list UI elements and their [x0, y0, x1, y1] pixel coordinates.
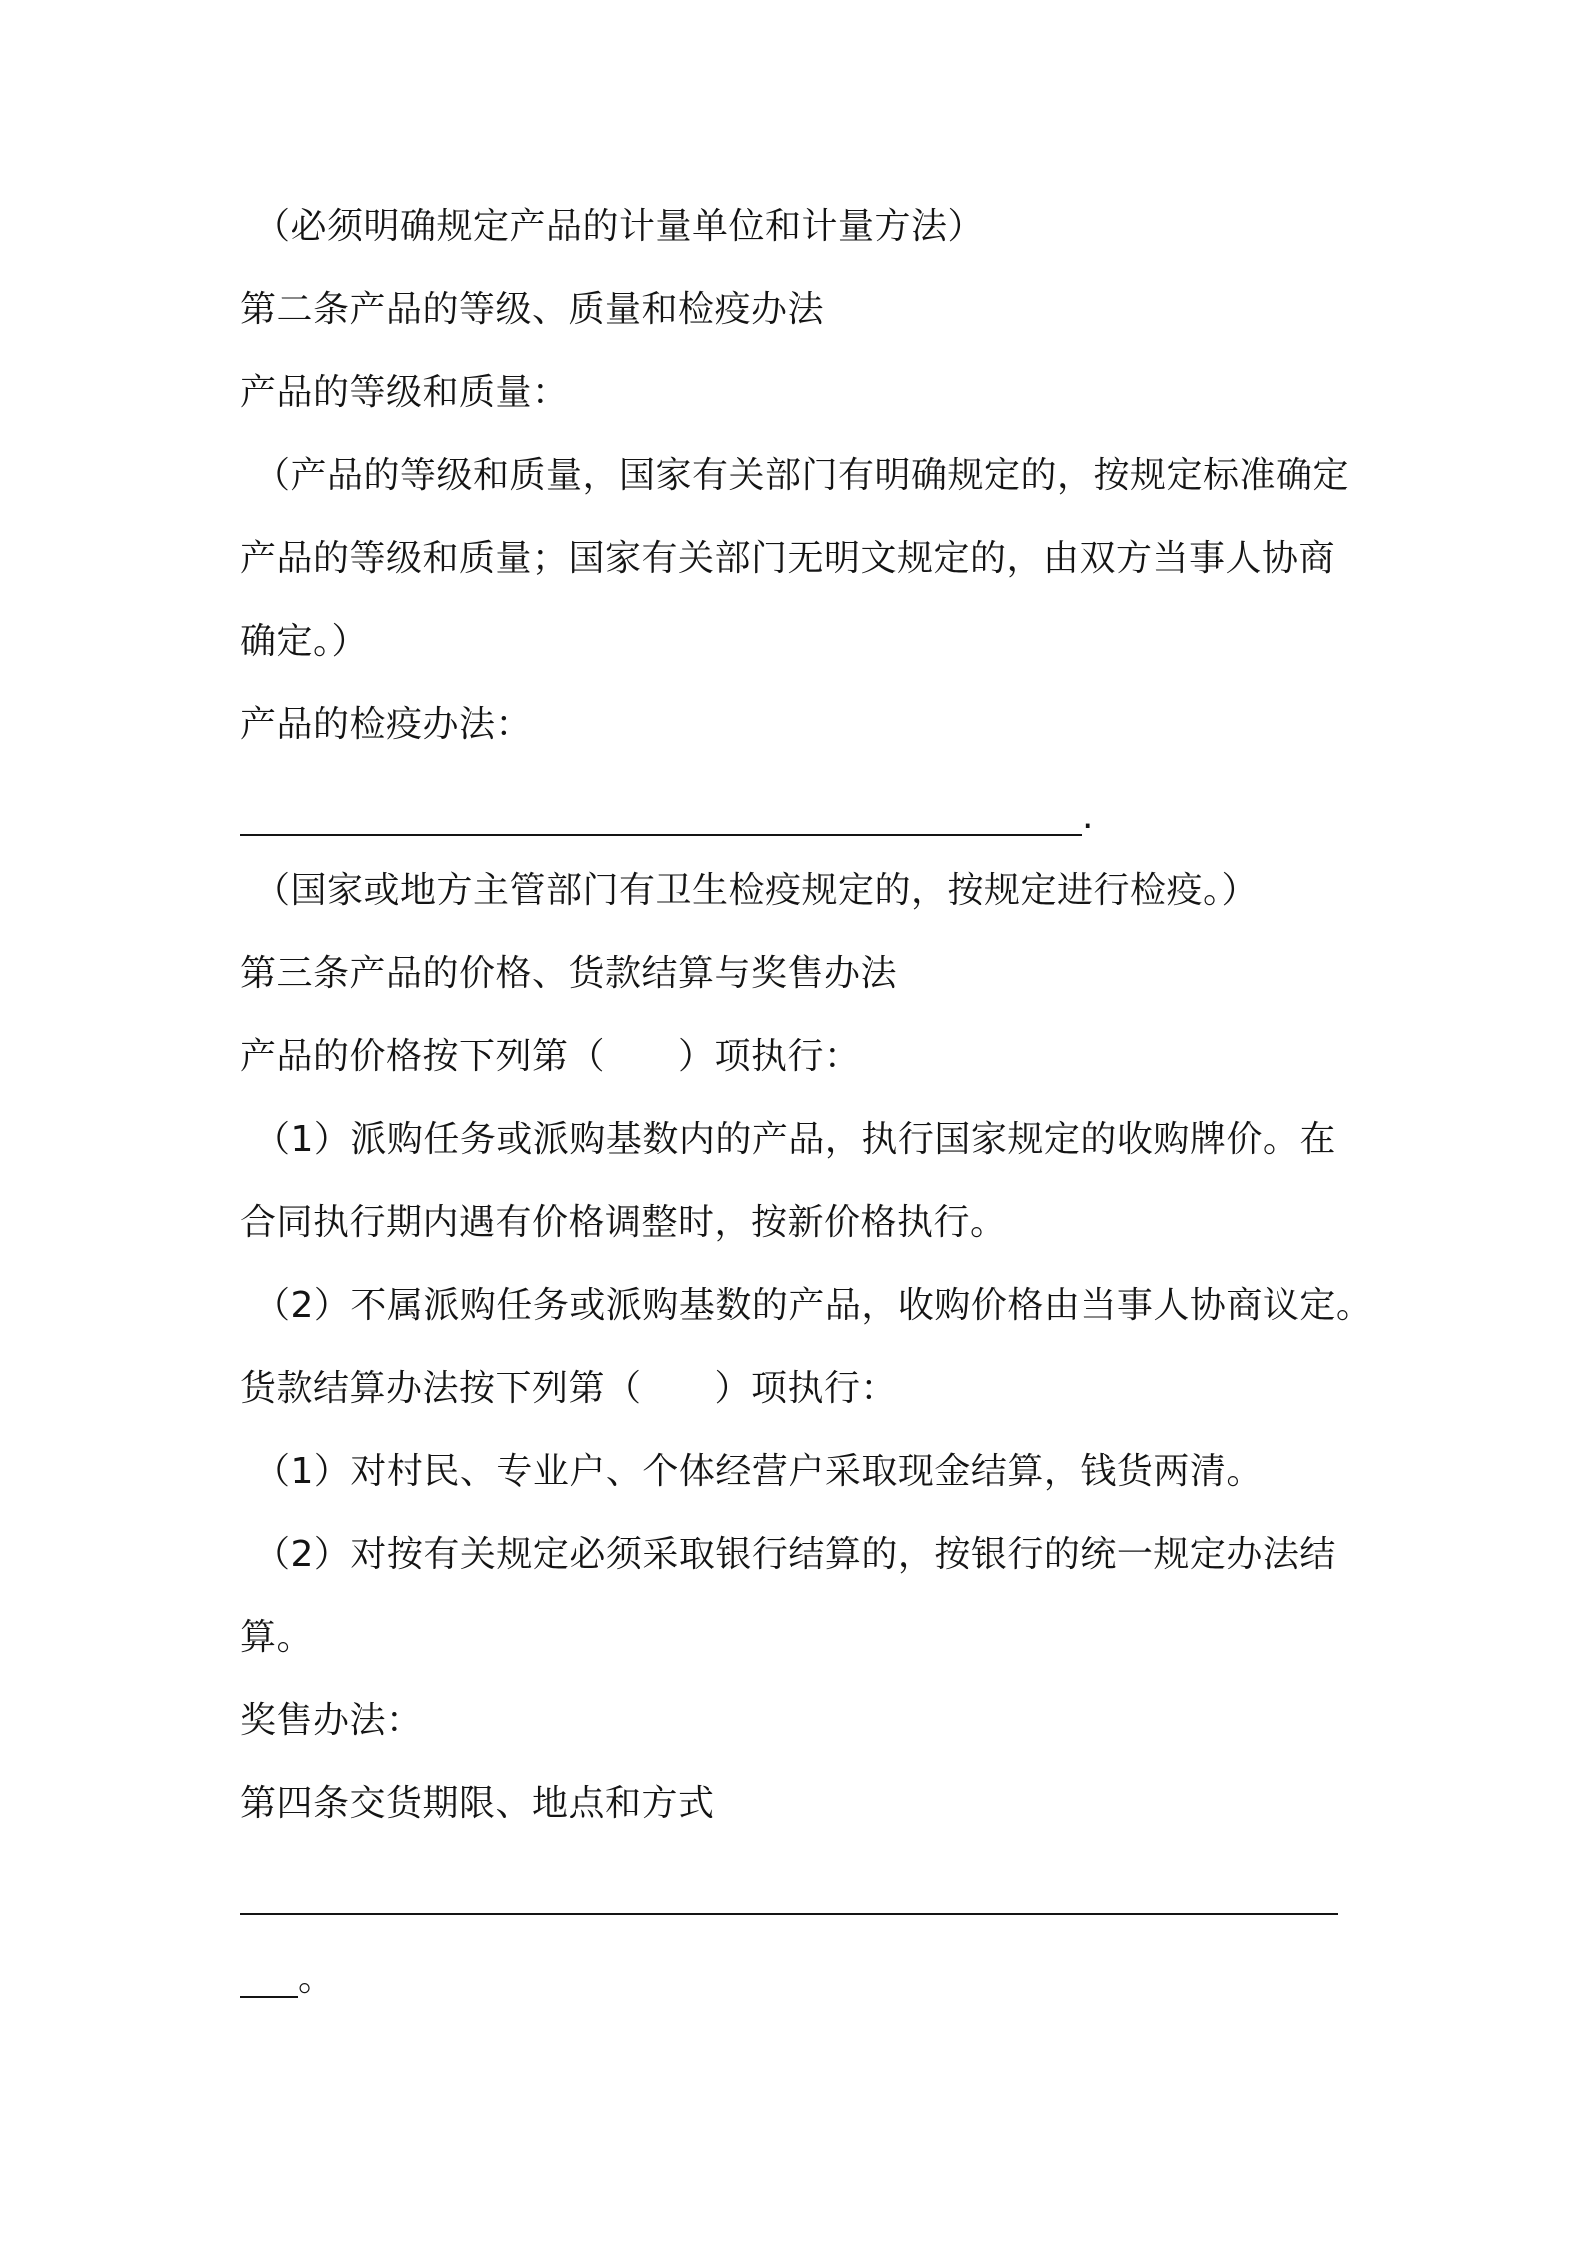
blank-underline	[240, 1958, 298, 1998]
article-3-heading: 第三条产品的价格、货款结算与奖售办法	[240, 953, 898, 994]
price-option-line: 产品的价格按下列第（ ）项执行：	[240, 1036, 861, 1077]
blank-suffix: 。	[298, 1958, 335, 1999]
price-option-1-line-1: （1）派购任务或派购基数内的产品，执行国家规定的收购牌价。在	[254, 1119, 1336, 1160]
delivery-fill-blank-line-1	[240, 1871, 1338, 1921]
quarantine-fill-blank	[240, 792, 1093, 842]
price-option-2: （2）不属派购任务或派购基数的产品，收购价格由当事人协商议定。	[254, 1285, 1373, 1326]
settlement-option-line: 货款结算办法按下列第（ ）项执行：	[240, 1368, 898, 1409]
article-4-heading: 第四条交货期限、地点和方式	[240, 1783, 715, 1824]
settlement-option-2-line-1: （2）对按有关规定必须采取银行结算的，按银行的统一规定办法结	[254, 1534, 1336, 1575]
blank-underline	[240, 796, 1082, 836]
grade-quality-note-line-1: （产品的等级和质量，国家有关部门有明确规定的，按规定标准确定	[254, 455, 1350, 496]
blank-suffix: .	[1082, 796, 1094, 837]
note-measurement: （必须明确规定产品的计量单位和计量方法）	[254, 206, 985, 247]
article-2-heading: 第二条产品的等级、质量和检疫办法	[240, 289, 825, 330]
grade-quality-note-line-3: 确定。）	[240, 621, 369, 662]
settlement-option-2-line-2: 算。	[240, 1617, 314, 1658]
delivery-fill-blank-line-2	[240, 1954, 334, 2004]
quarantine-note: （国家或地方主管部门有卫生检疫规定的，按规定进行检疫。）	[254, 870, 1259, 911]
bonus-sale-label: 奖售办法：	[240, 1700, 423, 1741]
grade-quality-label: 产品的等级和质量：	[240, 372, 569, 413]
price-option-1-line-2: 合同执行期内遇有价格调整时，按新价格执行。	[240, 1202, 1007, 1243]
settlement-option-1: （1）对村民、专业户、个体经营户采取现金结算，钱货两清。	[254, 1451, 1263, 1492]
grade-quality-note-line-2: 产品的等级和质量；国家有关部门无明文规定的，由双方当事人协商	[240, 538, 1336, 579]
blank-underline	[240, 1875, 1338, 1915]
quarantine-label: 产品的检疫办法：	[240, 704, 533, 745]
